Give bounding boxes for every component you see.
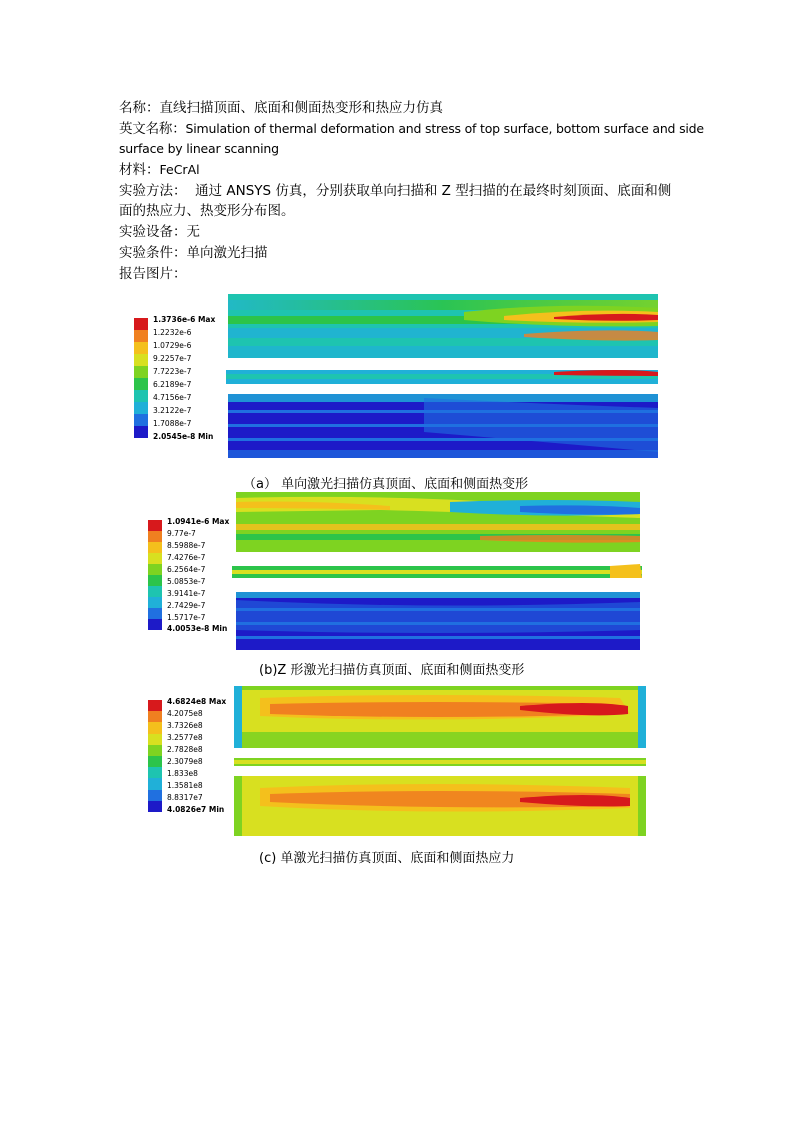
legend-a-label: 1.2232e-6 xyxy=(153,328,192,337)
legend-a-label: 1.7088e-7 xyxy=(153,419,192,428)
legend-c-label: 1.833e8 xyxy=(167,769,198,778)
name-value: 直线扫描顶面、底面和侧面热变形和热应力仿真 xyxy=(159,100,443,116)
legend-c-label: 3.2577e8 xyxy=(167,733,203,742)
legend-c-label: 4.0826e7 Min xyxy=(167,805,225,814)
legend-c-label: 8.8317e7 xyxy=(167,793,203,802)
legend-b-label: 1.0941e-6 Max xyxy=(167,517,230,526)
method-line xyxy=(119,181,671,201)
legend-c-label: 3.7326e8 xyxy=(167,721,203,730)
english-name-line xyxy=(119,119,704,139)
english-name-label: 英文名称： xyxy=(119,121,186,137)
legend-a-label: 2.0545e-8 Min xyxy=(153,432,214,441)
legend-a-label: 7.7223e-7 xyxy=(153,367,192,376)
condition-line xyxy=(119,243,268,263)
legend-b-label: 2.7429e-7 xyxy=(167,601,206,610)
name-label: 名称： xyxy=(119,100,160,116)
legend-b-label: 3.9141e-7 xyxy=(167,589,206,598)
color-scale-bar-c xyxy=(148,700,162,812)
caption-c: (c) 单激光扫描仿真顶面、底面和侧面热应力 xyxy=(259,851,515,866)
legend-a-label: 6.2189e-7 xyxy=(153,380,192,389)
color-scale-bar-a xyxy=(134,318,148,438)
material-value: FeCrAl xyxy=(159,162,200,177)
equipment-value: 无 xyxy=(186,224,200,240)
material-line xyxy=(119,160,200,180)
english-name-value-2: surface by linear scanning xyxy=(119,141,279,156)
deformation-plot-b xyxy=(230,490,646,652)
color-scale-bar-b xyxy=(148,520,162,630)
material-label: 材料： xyxy=(119,162,160,178)
legend-b-label: 8.5988e-7 xyxy=(167,541,206,550)
legend-b-label: 7.4276e-7 xyxy=(167,553,206,562)
method-label: 实验方法： xyxy=(119,183,187,199)
condition-label: 实验条件： xyxy=(119,245,187,261)
caption-a: （a） 单向激光扫描仿真顶面、底面和侧面热变形 xyxy=(243,477,529,492)
legend-c-label: 1.3581e8 xyxy=(167,781,203,790)
deformation-plot-a xyxy=(224,292,664,462)
legend-c-label: 4.2075e8 xyxy=(167,709,203,718)
name-line xyxy=(119,98,443,118)
legend-a-label: 1.0729e-6 xyxy=(153,341,192,350)
method-line-2 xyxy=(119,201,295,221)
legend-c-label: 2.3079e8 xyxy=(167,757,203,766)
legend-a-label: 3.2122e-7 xyxy=(153,406,192,415)
images-label: 报告图片： xyxy=(119,266,187,282)
images-label-line xyxy=(119,264,187,284)
english-name-line-2 xyxy=(119,139,279,159)
legend-b-label: 6.2564e-7 xyxy=(167,565,206,574)
legend-c-label: 4.6824e8 Max xyxy=(167,697,227,706)
caption-b: (b)Z 形激光扫描仿真顶面、底面和侧面热变形 xyxy=(259,663,525,678)
legend-c-label: 2.7828e8 xyxy=(167,745,203,754)
condition-value: 单向激光扫描 xyxy=(186,245,268,261)
legend-a-label: 9.2257e-7 xyxy=(153,354,192,363)
method-value-2: 面的热应力、热变形分布图。 xyxy=(119,203,295,219)
english-name-value-1: Simulation of thermal deformation and stress of top surface, bottom surface and side xyxy=(185,121,704,136)
method-value-1: 通过 ANSYS 仿真，分别获取单向扫描和 Z 型扫描的在最终时刻顶面、底面和侧 xyxy=(186,183,672,199)
equipment-label: 实验设备： xyxy=(119,224,187,240)
legend-b-label: 1.5717e-7 xyxy=(167,613,206,622)
legend-b-label: 5.0853e-7 xyxy=(167,577,206,586)
legend-a-label: 4.7156e-7 xyxy=(153,393,192,402)
equipment-line xyxy=(119,222,200,242)
legend-b-label: 4.0053e-8 Min xyxy=(167,624,228,633)
legend-b-label: 9.77e-7 xyxy=(167,529,196,538)
legend-a-label: 1.3736e-6 Max xyxy=(153,315,216,324)
stress-plot-c xyxy=(230,684,650,838)
